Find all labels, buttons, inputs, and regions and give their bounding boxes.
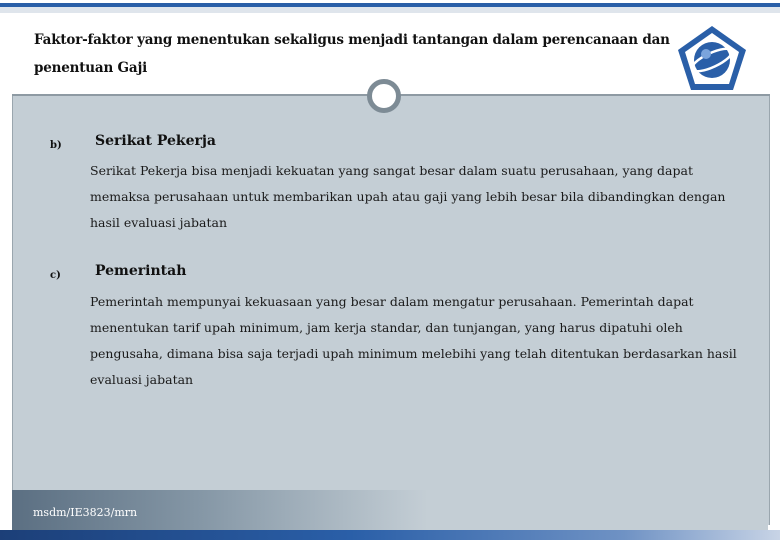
section-marker: b) bbox=[50, 140, 62, 151]
section-body: Serikat Pekerja bisa menjadi kekuatan yang sangat besar dalam suatu perusahaan, yang dapat memaksa perusahaan untuk membarikan upah atau gaji yang lebih besar bila dibandingkan dengan hasil evaluasi jabatan bbox=[90, 163, 726, 230]
sttelkom-logo bbox=[676, 24, 748, 102]
footer-label: msdm/IE3823/mrn bbox=[33, 506, 138, 519]
slide-title: Faktor-faktor yang menentukan sekaligus menjadi tantangan dalam perencanaan dan penentuan Gaji bbox=[34, 32, 670, 76]
section-heading: Pemerintah bbox=[95, 263, 187, 279]
section-heading: Serikat Pekerja bbox=[95, 133, 217, 149]
section-body: Pemerintah mempunyai kekuasaan yang besar dalam mengatur perusahaan. Pemerintah dapat menentukan tarif upah minimum, jam kerja standar, dan tunjangan, yang harus dipatuhi oleh pengusaha, dimana bisa saja terjadi upah minimum melebihi yang telah ditentukan berdasarkan hasil evaluasi jabatan bbox=[90, 294, 737, 387]
ring-decoration-icon bbox=[367, 79, 401, 113]
bottom-accent-bar bbox=[0, 530, 780, 540]
section-marker: c) bbox=[50, 270, 61, 281]
top-accent-bar bbox=[0, 0, 780, 13]
pentagon-globe-icon bbox=[676, 24, 748, 94]
